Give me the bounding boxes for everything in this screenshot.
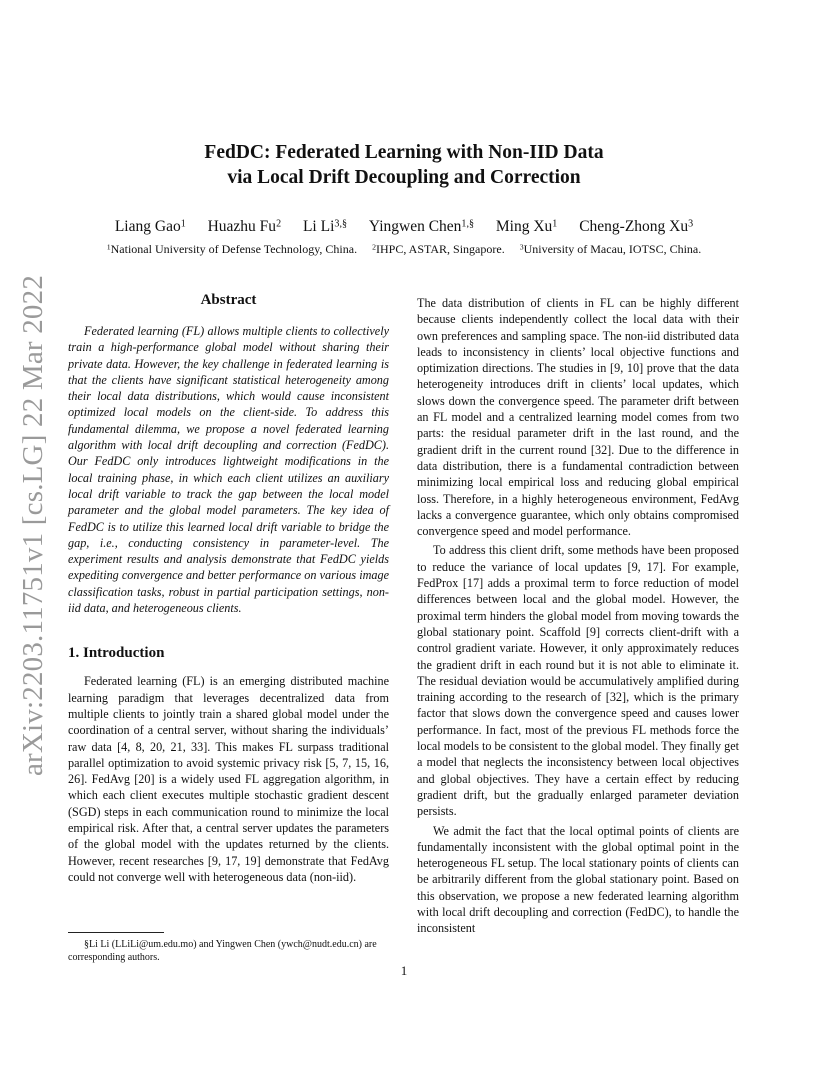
author (496, 218, 557, 235)
abstract-text: Federated learning (FL) allows multiple clients to collectively train a high-performance global model without sharing their private data. However, the key challenge in federated learning is that the clients have significant statistical heterogeneity among their local data distributions, which would cause inconsistent optimized local models on the client-side. To address this fundamental dilemma, we propose a novel federated learning algorithm with local drift decoupling and correction (FedDC). Our FedDC only introduces lightweight modifications in the local training phase, in which each client utilizes an auxiliary local drift variable to track the gap between the local model parameter and the global model parameters. The key idea of FedDC is to utilize this learned local drift variable to bridge the gap, i.e., conducting consistency in parameter-level. The experiment results and analysis demonstrate that FedDC yields expediting convergence and better performance on various image classification tasks, robust in partial participation settings, non-iid data, and heterogeneous clients. (68, 324, 389, 616)
body-paragraph: We admit the fact that the local optimal points of clients are fundamentally inconsistent with the global optimal point in the heterogeneous FL setup. The local stationary points of clients can be arbitrarily different from the global stationary point. Based on this observation, we propose a new federated learning algorithm with local drift decoupling and correction (FedDC), to handle the inconsistent (417, 823, 739, 936)
affiliation-sup: 3 (519, 242, 524, 252)
affiliation-text: University of Macau, IOTSC, China. (523, 242, 702, 256)
author-name: Liang Gao (114, 218, 181, 235)
footnote-text: §Li Li (LLiLi@um.edu.mo) and Yingwen Chen (ywch@nudt.edu.cn) are corresponding authors. (68, 939, 377, 963)
body-paragraph: To address this client drift, some methods have been proposed to reduce the variance of local updates [9, 17]. For example, FedProx [17] adds a proximal term to force reduction of model differences between local and the global model. However, the proximal term hinders the global model from moving towards the global stationary point. Scaffold [9] corrects client-drift with a control gradient variate. However, it only approximately reduces the gradient drift in each round but it is not able to eliminate it. The residual deviation would be accumulatively amplified during training according to the research of [32], which is the primary factor that slows down the convergence speed and causes lower performance. In fact, most of the previous FL methods force the local models to be consistent to the global model. They finally get a model that neglects the inconsistency between local objectives and global objectives. They have a certain effect by reducing gradient drift, but the gradually enlarged parameter deviation persists. (417, 543, 739, 819)
right-column (417, 295, 739, 937)
author (303, 218, 347, 235)
title-line-2: via Local Drift Decoupling and Correction (227, 167, 581, 188)
body-paragraph: The data distribution of clients in FL can be highly different because clients independently collect the local data with their own preferences and sampling space. The non-iid distributed data leads to inconsistency in clients’ local objective functions and optimization directions. The studies in [9, 10] prove that the data heterogeneity introduces drift in clients’ local updates, which slows down the convergence speed. The parameter drift between an FL model and a centralized learning model comes from two parts: the residual parameter drift in the last round, and the gradient drift in the current round [32]. Due to the difference in data distribution, there is a fundamental contradiction between minimizing local empirical loss and reducing global empirical loss. Therefore, in a highly heterogeneous environment, FedAvg lacks a convergence guarantee, which only obtains compromised convergence speed and model performance. (417, 296, 739, 539)
author (208, 218, 281, 235)
author-sup: 1 (180, 218, 186, 230)
author-name: Ming Xu (495, 218, 553, 235)
author-name: Huazhu Fu (207, 218, 277, 235)
author-sup: 1 (552, 218, 558, 230)
affiliation (107, 242, 357, 256)
left-column (68, 292, 389, 885)
affiliation-list (0, 242, 808, 257)
author-name: Li Li (302, 218, 335, 235)
author-list (0, 218, 808, 236)
affiliation-text: IHPC, ASTAR, Singapore. (375, 242, 505, 256)
author (579, 218, 693, 235)
author-sup: 3 (688, 218, 694, 230)
paper-title (0, 140, 808, 190)
introduction-paragraph: Federated learning (FL) is an emerging distributed machine learning paradigm that leverages decentralized data from multiple clients to jointly train a shared global model under the coordination of a central server, without sharing the individuals’ raw data [4, 8, 20, 21, 33]. This makes FL surpass traditional parallel optimization to avoid systemic privacy risk [5, 7, 15, 16, 26]. FedAvg [20] is a widely used FL aggregation algorithm, in which each client executes multiple stochastic gradient descent (SGD) steps in each communication round to minimize the local empirical risk. After that, a central server updates the parameters of the global model with the updates returned by the clients. However, recent researches [9, 17, 19] demonstrate that FedAvg could not converge well with heterogeneous data (non-iid). (68, 674, 389, 884)
title-line-1: FedDC: Federated Learning with Non-IID Data (204, 142, 604, 163)
author-sup: 1,§ (461, 218, 474, 230)
affiliation (372, 242, 505, 256)
affiliation-sup: 2 (372, 242, 376, 252)
affiliation-sup: 1 (106, 242, 111, 252)
abstract-heading: Abstract (200, 292, 257, 308)
author-sup: 2 (276, 218, 282, 230)
arxiv-id: arXiv:2203.11751v1 [cs.LG] 22 Mar 2022 (17, 274, 50, 776)
author-name: Yingwen Chen (368, 218, 462, 235)
affiliation (520, 242, 702, 256)
arxiv-stamp (4, 274, 64, 776)
page-number: 1 (400, 963, 408, 978)
author (369, 218, 474, 235)
author (115, 218, 186, 235)
footnote-rule (68, 932, 164, 933)
author-name: Cheng-Zhong Xu (579, 218, 689, 235)
author-sup: 3,§ (334, 218, 347, 230)
introduction-heading: 1. Introduction (68, 645, 165, 662)
affiliation-text: National University of Defense Technology, China. (110, 242, 358, 256)
footnote (68, 932, 389, 964)
